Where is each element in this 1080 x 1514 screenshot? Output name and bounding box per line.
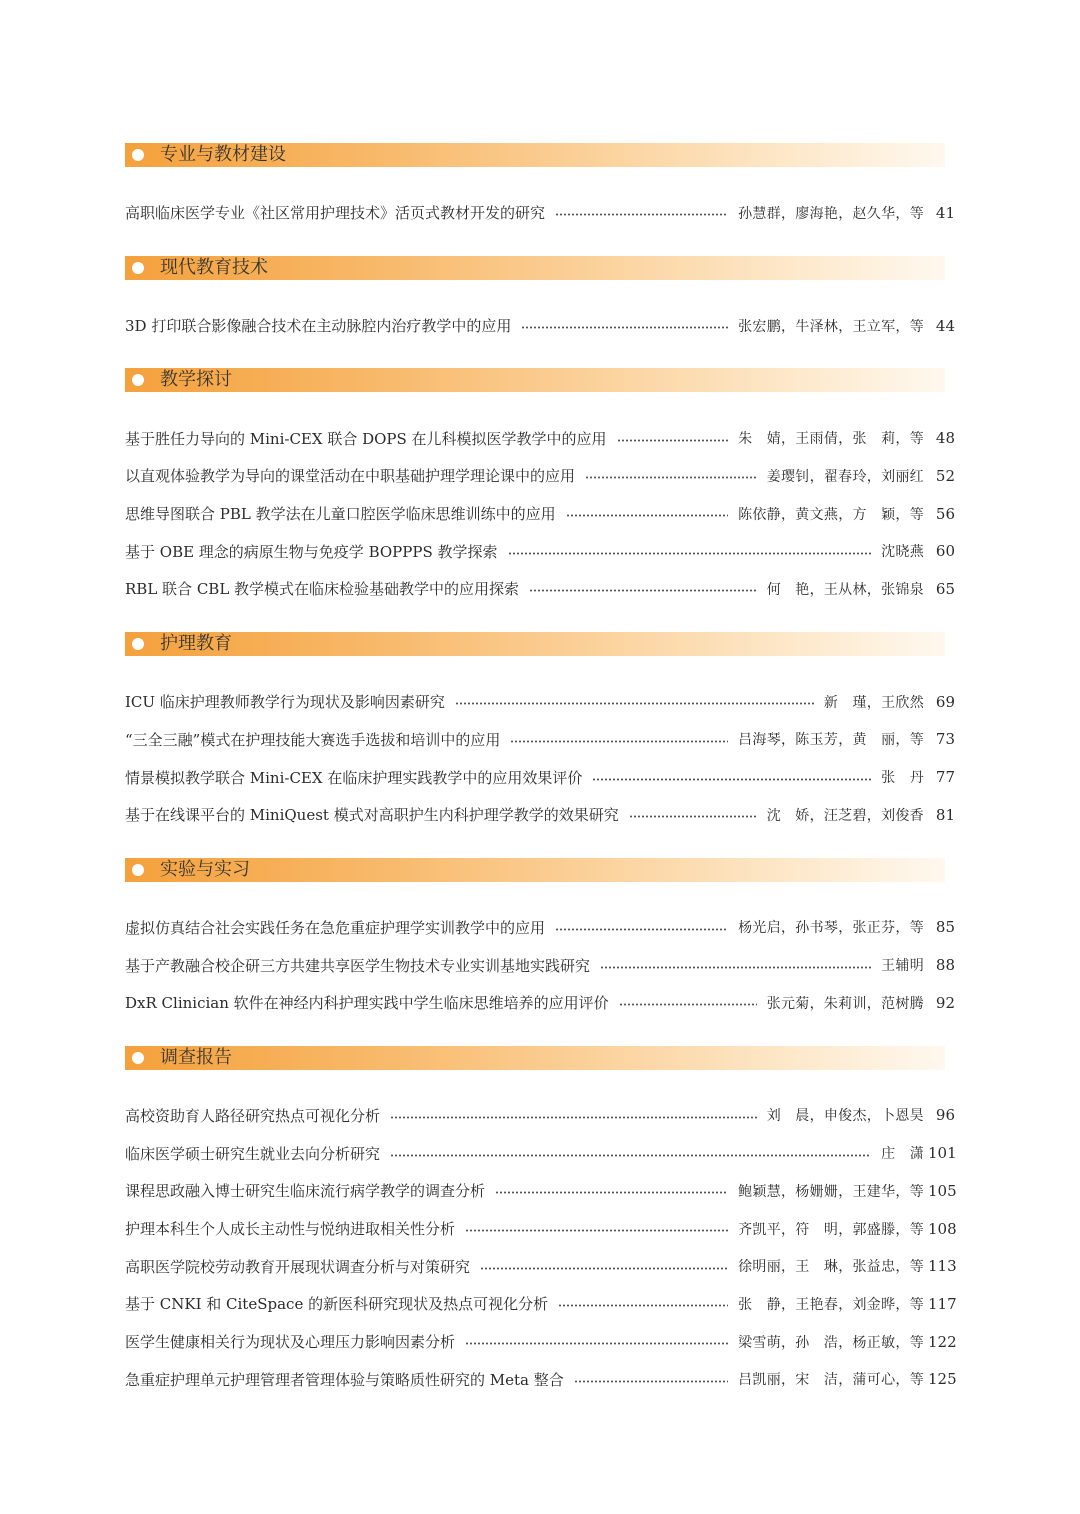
- entry-title: 基于产教融合校企研三方共建共享医学生物技术专业实训基地实践研究: [125, 956, 591, 975]
- toc-entry: [125, 457, 955, 495]
- circle-bullet-icon: [132, 149, 144, 161]
- toc-entry: [125, 796, 955, 834]
- section-header: [125, 256, 945, 280]
- entry-page-number: 60: [935, 542, 955, 561]
- section-title: 教学探讨: [160, 369, 232, 391]
- dot-leader: [555, 213, 728, 216]
- entry-authors: 庄 潇: [881, 1146, 924, 1163]
- dot-leader: [495, 1191, 728, 1194]
- entry-title: 临床医学硕士研究生就业去向分析研究: [125, 1144, 381, 1163]
- entry-title: 基于 OBE 理念的病原生物与免疫学 BOPPPS 教学探索: [125, 542, 498, 561]
- table-of-contents: [125, 143, 955, 1422]
- entry-authors: 鲍颖慧，杨姗姗，王建华，等: [738, 1183, 924, 1200]
- entry-title: 高职临床医学专业《社区常用护理技术》活页式教材开发的研究: [125, 204, 546, 223]
- dot-leader: [480, 1267, 728, 1270]
- dot-leader: [510, 740, 728, 743]
- entry-authors: 沈 娇，汪芝碧，刘俊香: [766, 807, 924, 824]
- toc-entry: [125, 721, 955, 759]
- toc-section: [125, 1046, 955, 1399]
- entry-page-number: 108: [928, 1219, 957, 1238]
- toc-entry: [125, 758, 955, 796]
- dot-leader: [600, 966, 871, 969]
- toc-entry: [125, 570, 955, 608]
- entry-title: DxR Clinician 软件在神经内科护理实践中学生临床思维培养的应用评价: [125, 994, 609, 1013]
- entry-authors: 陈依静，黄文燕，方 颖，等: [738, 506, 924, 523]
- toc-entry: [125, 946, 955, 984]
- entry-authors: 张 丹: [881, 770, 924, 787]
- entry-page-number: 69: [935, 692, 955, 711]
- toc-entry: [125, 194, 955, 232]
- toc-entry: [125, 984, 955, 1022]
- entry-authors: 张 静，王艳春，刘金晔，等: [738, 1296, 924, 1313]
- toc-entry: [125, 1285, 955, 1323]
- entry-page-number: 105: [928, 1181, 957, 1200]
- entry-title: 高校资助育人路径研究热点可视化分析: [125, 1106, 381, 1125]
- dot-leader: [617, 439, 729, 442]
- entry-title: 急重症护理单元护理管理者管理体验与策略质性研究的 Meta 整合: [125, 1370, 564, 1389]
- entry-page-number: 56: [935, 504, 955, 523]
- entry-authors: 吕凯丽，宋 洁，蒲可心，等: [738, 1372, 924, 1389]
- entry-authors: 吕海琴，陈玉芳，黄 丽，等: [738, 732, 924, 749]
- entry-page-number: 92: [935, 993, 955, 1012]
- section-header: [125, 1046, 945, 1070]
- entry-title: 3D 打印联合影像融合技术在主动脉腔内治疗教学中的应用: [125, 317, 512, 336]
- entry-page-number: 88: [935, 956, 955, 975]
- toc-entry: [125, 1360, 955, 1398]
- entry-authors: 新 瑾，王欣然: [823, 694, 924, 711]
- toc-entry: [125, 532, 955, 570]
- section-header: [125, 368, 945, 392]
- dot-leader: [566, 514, 728, 517]
- entry-page-number: 85: [935, 918, 955, 937]
- toc-section: [125, 858, 955, 1022]
- circle-bullet-icon: [132, 864, 144, 876]
- entry-page-number: 73: [935, 730, 955, 749]
- entry-authors: 张宏鹏，牛泽林，王立军，等: [738, 318, 924, 335]
- dot-leader: [558, 1304, 728, 1307]
- entry-page-number: 101: [928, 1144, 957, 1163]
- entry-authors: 刘 晨，申俊杰，卜恩昊: [766, 1108, 924, 1125]
- entry-authors: 孙慧群，廖海艳，赵久华，等: [738, 205, 924, 222]
- entry-authors: 杨光启，孙书琴，张正芬，等: [738, 920, 924, 937]
- toc-entry: [125, 1134, 955, 1172]
- toc-entry: [125, 307, 955, 345]
- toc-entry: [125, 495, 955, 533]
- entry-page-number: 96: [935, 1106, 955, 1125]
- section-header: [125, 632, 945, 656]
- toc-section: [125, 632, 955, 834]
- circle-bullet-icon: [132, 262, 144, 274]
- section-title: 实验与实习: [160, 858, 250, 880]
- toc-entry: [125, 1323, 955, 1361]
- dot-leader: [508, 552, 872, 555]
- entry-page-number: 65: [935, 579, 955, 598]
- toc-section: [125, 143, 955, 232]
- entry-page-number: 44: [935, 316, 955, 335]
- toc-entry: [125, 909, 955, 947]
- entry-title: 基于胜任力导向的 Mini-CEX 联合 DOPS 在儿科模拟医学教学中的应用: [125, 429, 607, 448]
- entry-authors: 王辅明: [881, 958, 924, 975]
- dot-leader: [465, 1342, 728, 1345]
- circle-bullet-icon: [132, 638, 144, 650]
- entry-title: ICU 临床护理教师教学行为现状及影响因素研究: [125, 693, 445, 712]
- entry-page-number: 48: [935, 429, 955, 448]
- toc-section: [125, 256, 955, 345]
- entry-title: 基于 CNKI 和 CiteSpace 的新医科研究现状及热点可视化分析: [125, 1295, 549, 1314]
- dot-leader: [521, 326, 728, 329]
- entry-page-number: 77: [935, 768, 955, 787]
- entry-page-number: 52: [935, 466, 955, 485]
- dot-leader: [390, 1154, 871, 1157]
- entry-title: 基于在线课平台的 MiniQuest 模式对高职护生内科护理学教学的效果研究: [125, 806, 619, 825]
- section-header: [125, 858, 945, 882]
- dot-leader: [585, 476, 757, 479]
- entry-title: 课程思政融入博士研究生临床流行病学教学的调查分析: [125, 1182, 486, 1201]
- entry-authors: 徐明丽，王 琳，张益忠，等: [738, 1259, 924, 1276]
- entry-authors: 张元菊，朱莉训，范树腾: [766, 995, 924, 1012]
- circle-bullet-icon: [132, 1052, 144, 1064]
- entry-authors: 梁雪萌，孙 浩，杨正敏，等: [738, 1334, 924, 1351]
- entry-page-number: 122: [928, 1332, 957, 1351]
- toc-entry: [125, 1210, 955, 1248]
- entry-page-number: 125: [928, 1370, 957, 1389]
- dot-leader: [619, 1003, 757, 1006]
- dot-leader: [592, 778, 871, 781]
- dot-leader: [574, 1380, 728, 1383]
- circle-bullet-icon: [132, 374, 144, 386]
- section-title: 专业与教材建设: [160, 144, 286, 165]
- entry-title: 情景模拟教学联合 Mini-CEX 在临床护理实践教学中的应用效果评价: [125, 768, 583, 787]
- entry-authors: 沈晓燕: [881, 544, 924, 561]
- entry-page-number: 117: [928, 1294, 957, 1313]
- toc-entry: [125, 419, 955, 457]
- toc-section: [125, 368, 955, 607]
- entry-title: 高职医学院校劳动教育开展现状调查分析与对策研究: [125, 1257, 471, 1276]
- dot-leader: [555, 928, 728, 931]
- entry-authors: 姜璎钊，翟春玲，刘丽红: [766, 468, 924, 485]
- entry-page-number: 81: [935, 805, 955, 824]
- entry-title: 思维导图联合 PBL 教学法在儿童口腔医学临床思维训练中的应用: [125, 505, 556, 524]
- entry-authors: 何 艳，王从林，张锦泉: [766, 581, 924, 598]
- section-header: [125, 143, 945, 167]
- dot-leader: [529, 589, 757, 592]
- dot-leader: [465, 1229, 728, 1232]
- dot-leader: [455, 702, 814, 705]
- section-title: 现代教育技术: [160, 256, 268, 278]
- entry-title: “三全三融”模式在护理技能大赛选手选拔和培训中的应用: [125, 730, 501, 749]
- toc-entry: [125, 1172, 955, 1210]
- entry-title: 以直观体验教学为导向的课堂活动在中职基础护理学理论课中的应用: [125, 467, 576, 486]
- toc-entry: [125, 683, 955, 721]
- entry-page-number: 113: [928, 1257, 957, 1276]
- toc-entry: [125, 1247, 955, 1285]
- toc-entry: [125, 1097, 955, 1135]
- entry-title: 虚拟仿真结合社会实践任务在急危重症护理学实训教学中的应用: [125, 918, 546, 937]
- section-title: 调查报告: [160, 1046, 232, 1068]
- entry-title: 医学生健康相关行为现状及心理压力影响因素分析: [125, 1333, 456, 1352]
- dot-leader: [390, 1116, 757, 1119]
- entry-title: 护理本科生个人成长主动性与悦纳进取相关性分析: [125, 1220, 456, 1239]
- entry-authors: 朱 婧，王雨倩，张 莉，等: [738, 431, 924, 448]
- entry-authors: 齐凯平，符 明，郭盛滕，等: [738, 1221, 924, 1238]
- entry-page-number: 41: [935, 203, 955, 222]
- section-title: 护理教育: [160, 632, 232, 654]
- dot-leader: [629, 815, 757, 818]
- entry-title: RBL 联合 CBL 教学模式在临床检验基础教学中的应用探索: [125, 580, 520, 599]
